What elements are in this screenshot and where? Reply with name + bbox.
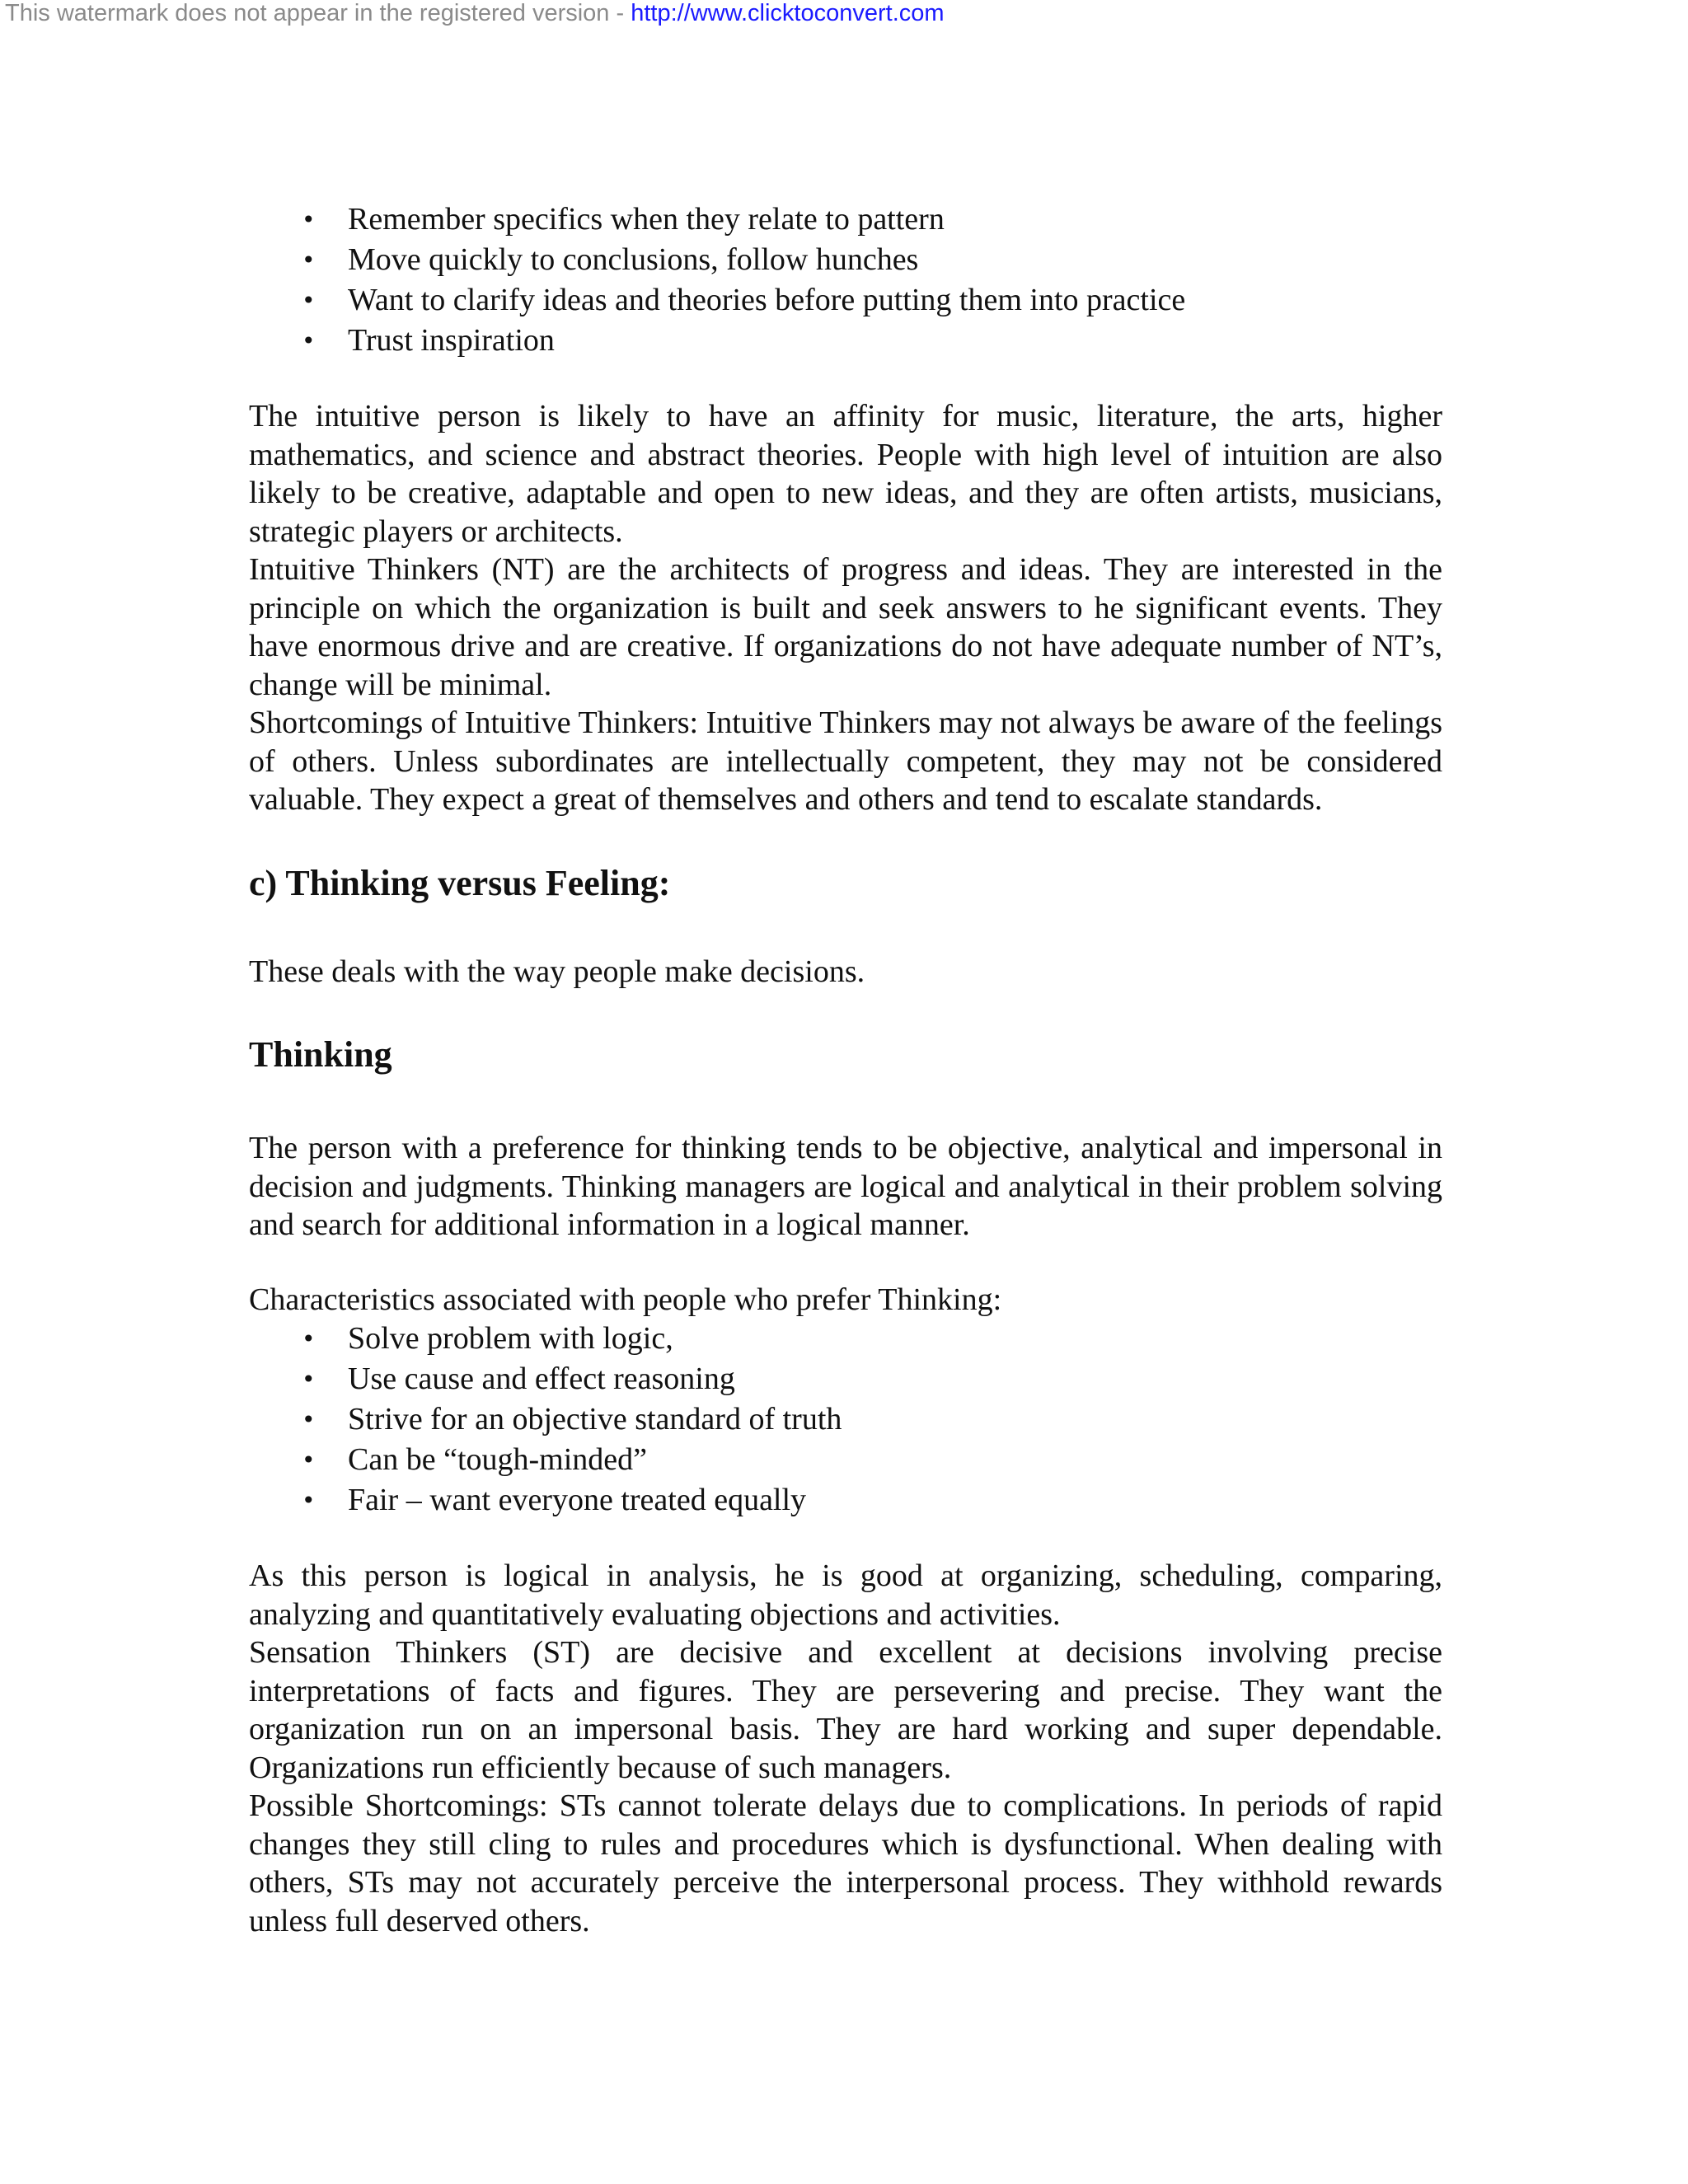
paragraph-sensation-thinkers: Sensation Thinkers (ST) are decisive and excellent at decisions involving precise interpretations of facts and figures. They are persevering and precise. They want the organization run on an impersonal basis. They are hard working and super dependable. Organizations run efficiently because of such managers. — [249, 1635, 1442, 1785]
list-item-text: Want to clarify ideas and theories before putting them into practice — [348, 283, 1186, 317]
paragraph-decisions: These deals with the way people make decisions. — [249, 954, 865, 989]
bullet-icon: • — [302, 1446, 316, 1474]
paragraph-intuitive-affinity: The intuitive person is likely to have an affinity for music, literature, the arts, higher mathematics, and science and abstract theories. People with high level of intuition are also likely to be creative, adaptable and open to new ideas, and they are often artists, musicians, strategic players or architects. — [249, 399, 1442, 549]
list-item-text: Can be “tough-minded” — [348, 1442, 648, 1477]
spacer — [249, 361, 1442, 397]
bullet-icon: • — [302, 1487, 316, 1514]
paragraph-nt-shortcomings: Shortcomings of Intuitive Thinkers: Intuitive Thinkers may not always be aware of the feelings of others. Unless subordinates are intellectually competent, they may not be considered valuable. They expect a great of themselves and others and tend to escalate standards. — [249, 705, 1442, 817]
bullet-icon: • — [302, 327, 316, 354]
list-item — [249, 199, 1442, 240]
section-heading-thinking-feeling: c) Thinking versus Feeling: — [249, 862, 671, 903]
paragraph-intuitive-thinkers: Intuitive Thinkers (NT) are the architects of progress and ideas. They are interested in the principle on which the organization is built and seek answers to he significant events. They have enormous drive and are creative. If organizations do not have adequate number of NT’s, change will be minimal. — [249, 552, 1442, 702]
spacer — [249, 1078, 1442, 1129]
list-item — [249, 1319, 1442, 1359]
spacer — [249, 1521, 1442, 1557]
intuition-bullet-list — [249, 199, 1442, 361]
list-item — [249, 280, 1442, 321]
spacer — [249, 907, 1442, 953]
bullet-icon: • — [302, 206, 316, 233]
paragraph-logical-analysis: As this person is logical in analysis, he is good at organizing, scheduling, comparing, analyzing and quantitatively evaluating objections and activities. — [249, 1558, 1442, 1632]
list-item — [249, 240, 1442, 280]
spacer — [249, 1244, 1442, 1281]
spacer — [249, 819, 1442, 860]
document-page — [249, 199, 1442, 1940]
thinking-bullet-list — [249, 1319, 1442, 1521]
watermark-text: This watermark does not appear in the registered version - — [5, 0, 631, 26]
list-item — [249, 1359, 1442, 1399]
bullet-icon: • — [302, 287, 316, 314]
spacer — [249, 991, 1442, 1032]
list-item — [249, 1399, 1442, 1440]
list-item — [249, 1480, 1442, 1521]
watermark-link[interactable]: http://www.clicktoconvert.com — [631, 0, 945, 26]
paragraph-thinking-preference: The person with a preference for thinking tends to be objective, analytical and impersonal in decision and judgments. Thinking managers are logical and analytical in their problem solving and search for additional information in a logical manner. — [249, 1131, 1442, 1242]
bullet-icon: • — [302, 1325, 316, 1352]
bullet-icon: • — [302, 1366, 316, 1393]
list-item-text: Move quickly to conclusions, follow hunches — [348, 242, 919, 277]
list-item-text: Solve problem with logic, — [348, 1321, 673, 1356]
bullet-icon: • — [302, 1406, 316, 1433]
paragraph-st-shortcomings: Possible Shortcomings: STs cannot tolerate delays due to complications. In periods of rapid changes they still cling to rules and procedures which is dysfunctional. When dealing with others, STs may not accurately perceive the interpersonal process. They withhold rewards unless full deserved others. — [249, 1788, 1442, 1938]
watermark-banner — [5, 0, 945, 26]
list-item-text: Trust inspiration — [348, 323, 555, 358]
list-item-text: Use cause and effect reasoning — [348, 1361, 735, 1396]
list-item-text: Remember specifics when they relate to pattern — [348, 202, 945, 237]
list-item-text: Fair – want everyone treated equally — [348, 1483, 807, 1517]
list-item-text: Strive for an objective standard of truth — [348, 1402, 842, 1436]
bullet-icon: • — [302, 246, 316, 274]
subsection-heading-thinking: Thinking — [249, 1034, 392, 1075]
list-item — [249, 321, 1442, 361]
list-item — [249, 1440, 1442, 1480]
paragraph-characteristics: Characteristics associated with people who prefer Thinking: — [249, 1282, 1002, 1317]
